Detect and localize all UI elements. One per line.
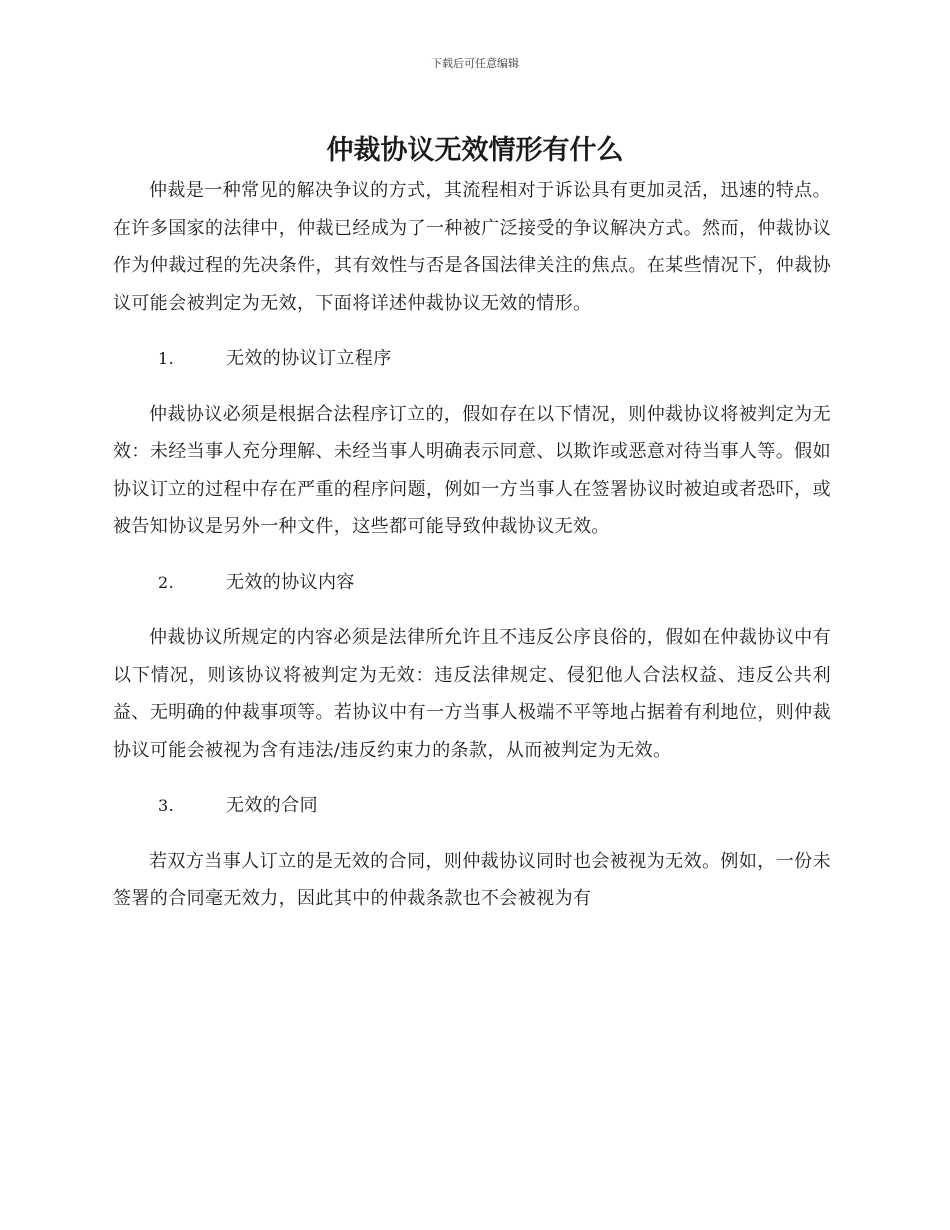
- section-heading-3: [113, 787, 831, 825]
- section-heading-text: 无效的合同: [226, 795, 318, 816]
- section-heading-2: [113, 564, 831, 602]
- section-number: 3.: [158, 796, 175, 815]
- section-number: 1.: [158, 349, 175, 368]
- section-paragraph-3: 若双方当事人订立的是无效的合同，则仲裁协议同时也会被视为无效。例如，一份未签署的合同毫无效力，因此其中的仲裁条款也不会被视为有: [113, 850, 831, 909]
- header-note: 下载后可任意编辑: [431, 57, 519, 70]
- section-number: 2.: [158, 572, 175, 592]
- section-heading-text: 无效的协议内容: [226, 571, 355, 593]
- document-title: 仲裁协议无效情形有什么: [326, 135, 624, 166]
- intro-paragraph: 仲裁是一种常见的解决争议的方式，其流程相对于诉讼具有更加灵活，迅速的特点。在许多国家的法律中，仲裁已经成为了一种被广泛接受的争议解决方式。然而，仲裁协议作为仲裁过程的先决条件，其有效性与否是各国法律关注的焦点。在某些情况下，仲裁协议可能会被判定为无效，下面将详述仲裁协议无效的情形。: [113, 180, 831, 314]
- document-body: [113, 172, 831, 936]
- section-heading-1: [113, 340, 831, 378]
- section-paragraph-1: 仲裁协议必须是根据合法程序订立的，假如存在以下情况，则仲裁协议将被判定为无效：未经当事人充分理解、未经当事人明确表示同意、以欺诈或恶意对待当事人等。假如协议订立的过程中存在严重的程序问题，例如一方当事人在签署协议时被迫或者恐吓，或被告知协议是另外一种文件，这些都可能导致仲裁协议无效。: [113, 403, 831, 537]
- section-heading-text: 无效的协议订立程序: [226, 348, 392, 369]
- section-paragraph-2: 仲裁协议所规定的内容必须是法律所允许且不违反公序良俗的，假如在仲裁协议中有以下情况，则该协议将被判定为无效：违反法律规定、侵犯他人合法权益、违反公共利益、无明确的仲裁事项等。若协议中有一方当事人极端不平等地占据着有利地位，则仲裁协议可能会被视为含有违法/违反约束力的条款，从而被判定为无效。: [113, 627, 831, 761]
